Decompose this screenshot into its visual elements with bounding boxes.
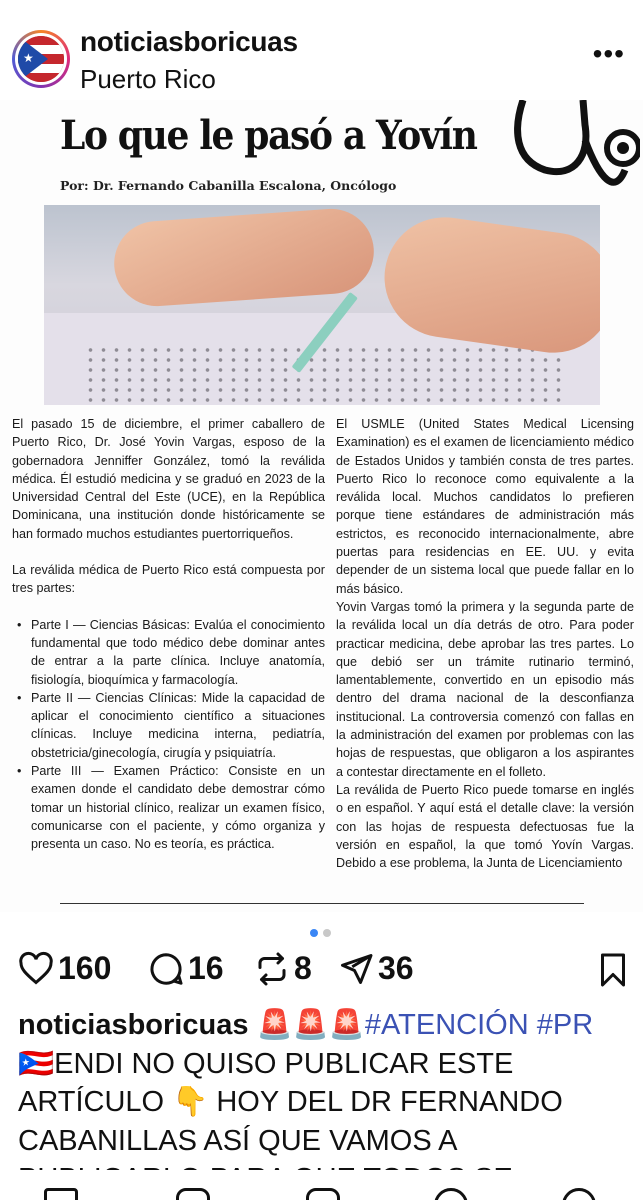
bullet-list <box>12 616 325 854</box>
like-button[interactable] <box>18 950 111 987</box>
repost-button[interactable] <box>254 950 312 987</box>
bullet-item: • Parte III — Examen Práctico: Consiste en un examen donde el candidato debe demostrar cómo tomar un historial clínico, realizar un examen físico, comunicarse con el paciente, y cómo organiza y presenta un caso. No es teoría, es práctica. <box>12 762 325 853</box>
carousel-dot-active <box>310 929 318 937</box>
avatar-image <box>18 36 64 82</box>
bookmark-icon[interactable] <box>598 952 628 988</box>
bottom-nav <box>0 1170 643 1200</box>
carousel-indicator <box>310 924 336 942</box>
flag-emoji: 🇵🇷 <box>18 1047 55 1080</box>
comment-button[interactable] <box>148 950 224 987</box>
post-username[interactable]: noticiasboricuas <box>80 26 298 57</box>
bullet-item: • Parte I — Ciencias Básicas: Evalúa el conocimiento fundamental que todo médico debe dominar antes de entrar a la parte clínica. Incluye anatomía, fisiología, bioquímica y farmacología. <box>12 616 325 689</box>
reels-icon[interactable] <box>176 1188 210 1200</box>
article-left-column <box>12 415 325 854</box>
article-byline: Por: Dr. Fernando Cabanilla Escalona, Oncólogo <box>60 178 397 193</box>
messages-icon[interactable] <box>306 1188 340 1200</box>
post-location[interactable]: Puerto Rico <box>80 64 216 94</box>
repost-icon <box>254 951 290 987</box>
caption-username[interactable]: noticiasboricuas <box>18 1009 249 1041</box>
comment-icon <box>148 951 184 987</box>
article-headline: Lo que le pasó a Yovín <box>60 112 477 159</box>
carousel-dot <box>323 929 331 937</box>
like-count: 160 <box>58 950 112 986</box>
heart-icon <box>18 951 54 987</box>
divider <box>60 903 584 904</box>
caption-emojis: 🚨🚨🚨 <box>256 1009 365 1041</box>
avatar[interactable] <box>12 30 70 88</box>
repost-count: 8 <box>294 950 312 986</box>
search-icon[interactable] <box>434 1188 468 1200</box>
article-paragraph: El USMLE (United States Medical Licensing Examination) es el examen de licenciamiento médico de Estados Unidos y también consta de tres partes. Puerto Rico lo reconoce como equivalente a la reválida local. Muchos candidatos lo prefieren porque tiene estándares de administración más estrictos, es reconocido internacionalmente, abre puertas para residencias en EE. UU. y evita depender de un sistema local que puede fallar en lo más básico. <box>336 417 634 596</box>
stethoscope-icon <box>505 100 640 210</box>
send-icon <box>338 951 374 987</box>
post-image[interactable] <box>0 100 643 912</box>
bullet-item: • Parte II — Ciencias Clínicas: Mide la capacidad de aplicar el conocimiento científico a situaciones clínicas. Incluye medicina interna, pediatría, obstetricia/ginecología, cirugía y psiquiatría. <box>12 689 325 762</box>
left-hand <box>111 206 376 309</box>
article-paragraph: La reválida de Puerto Rico puede tomarse en inglés o en español. Y aquí está el detalle clave: la versión con las hojas de respuesta defectuosas fue la versión en español, la que tomó Yovín Vargas. Debido a ese problema, la Junta de Licenciamiento <box>336 782 634 871</box>
share-count: 36 <box>378 950 414 986</box>
action-bar <box>18 950 628 996</box>
more-options-button[interactable]: ••• <box>592 38 625 69</box>
exam-photo <box>44 205 600 405</box>
article-right-column <box>336 415 634 872</box>
profile-icon[interactable] <box>562 1188 596 1200</box>
article-paragraph: La reválida médica de Puerto Rico está compuesta por tres partes: <box>12 563 325 596</box>
star-icon: ★ <box>23 51 34 65</box>
article-paragraph: Yovin Vargas tomó la primera y la segunda parte de la reválida local un día detrás de otro. Para poder practicar medicina, debe aprobar las tres partes. Lo que debió ser un trámite rutinario terminó, lamentablemente, convertido en un episodio más dentro del drama nacional de la desconfianza institucional. La controversia comenzó con fallas en la administración del examen por problemas con las hojas de respuestas, que obligaron a los aspirantes a contestar directamente en el folleto. <box>336 599 634 779</box>
caption-text: ENDI NO QUISO PUBLICAR ESTE ARTÍCULO 👇 HOY DEL DR FERNANDO CABANILLAS ASÍ QUE VAMOS A <box>18 1047 563 1157</box>
home-icon[interactable] <box>44 1188 78 1200</box>
share-button[interactable] <box>338 950 414 987</box>
article-paragraph: El pasado 15 de diciembre, el primer caballero de Puerto Rico, Dr. José Yovin Vargas, esposo de la gobernadora Jenniffer González, tomó la reválida médica. Él estudió medicina y se graduó en 2023 de la Universidad Central del Este (UCE), en la República Dominicana, una institución donde históricamente se han formado muchos estudiantes puertorriqueños. <box>12 417 325 541</box>
hashtag-link[interactable]: #PR <box>536 1009 594 1041</box>
hashtag-link[interactable]: #ATENCIÓN <box>364 1009 529 1041</box>
comment-count: 16 <box>188 950 224 986</box>
post-header <box>0 0 643 100</box>
